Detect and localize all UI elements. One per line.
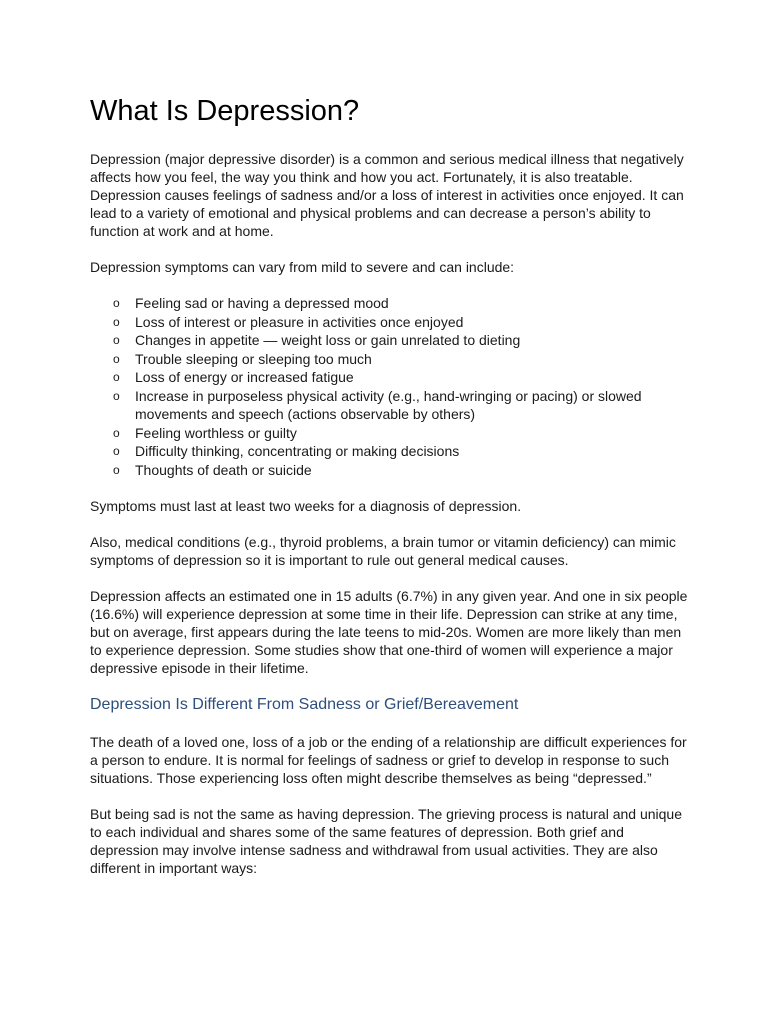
duration-paragraph: Symptoms must last at least two weeks for a diagnosis of depression. [90,498,522,514]
grief-paragraph: The death of a loved one, loss of a job or the ending of a relationship are difficult experiences for a person to endure. It is normal for feelings of sadness or grief to develop in response to such situations. Those experiencing loss often might describe themselves as being “depressed.” [90,734,687,786]
page-title: What Is Depression? [90,95,360,127]
bullet-icon: o [113,351,120,366]
list-item [113,313,690,332]
symptom-text: Thoughts of death or suicide [135,461,312,478]
list-item [113,331,690,350]
symptom-text: Trouble sleeping or sleeping too much [135,350,372,367]
symptom-text: Loss of interest or pleasure in activities once enjoyed [135,313,464,330]
bullet-icon: o [113,388,120,403]
bullet-icon: o [113,333,120,347]
bullet-icon: o [113,370,120,384]
symptom-text: Loss of energy or increased fatigue [135,369,354,385]
list-item [113,387,690,424]
section-heading: Depression Is Different From Sadness or Grief/Bereavement [90,696,519,713]
intro-paragraph: Depression (major depressive disorder) is a common and serious medical illness that negatively affects how you feel, the way you think and how you act. Fortunately, it is also treatable. Depression causes feelings of sadness and/or a loss of interest in activities once enjoyed. It can lead to a variety of emotional and physical problems and can decrease a person’s ability to function at work and at home. [90,151,684,239]
list-item [113,442,690,461]
symptoms-list [90,294,690,479]
symptom-text: Feeling worthless or guilty [135,424,297,441]
list-item [113,424,690,443]
bullet-icon: o [113,462,120,477]
prevalence-paragraph: Depression affects an estimated one in 15 adults (6.7%) in any given year. And one in six people (16.6%) will experience depression at some time in their life. Depression can strike at any time, but on average, first appears during the late teens to mid-20s. Women are more likely than men to experience depression. Some studies show that one-third of women will experience a major depressive episode in their lifetime. [90,588,688,676]
document-page [90,92,690,895]
sadness-vs-depression-paragraph: But being sad is not the same as having depression. The grieving process is natural and unique to each individual and shares some of the same features of depression. Both grief and depression may involve intense sadness and withdrawal from usual activities. They are also different in important ways: [90,806,682,876]
symptom-text: Increase in purposeless physical activity (e.g., hand-wringing or pacing) or slowed movements and speech (actions observable by others) [135,387,642,422]
symptoms-intro: Depression symptoms can vary from mild to severe and can include: [90,259,515,275]
list-item [113,350,690,369]
symptom-text: Feeling sad or having a depressed mood [135,295,389,311]
list-item [113,461,690,480]
bullet-icon: o [113,425,120,440]
bullet-icon: o [113,296,120,310]
bullet-icon: o [113,314,120,329]
symptom-text: Changes in appetite — weight loss or gain unrelated to dieting [135,332,521,348]
medical-causes-paragraph: Also, medical conditions (e.g., thyroid problems, a brain tumor or vitamin deficiency) can mimic symptoms of depression so it is important to rule out general medical causes. [90,534,676,568]
symptom-text: Difficulty thinking, concentrating or making decisions [135,443,460,459]
bullet-icon: o [113,444,120,458]
list-item [113,368,690,387]
list-item [113,294,690,313]
